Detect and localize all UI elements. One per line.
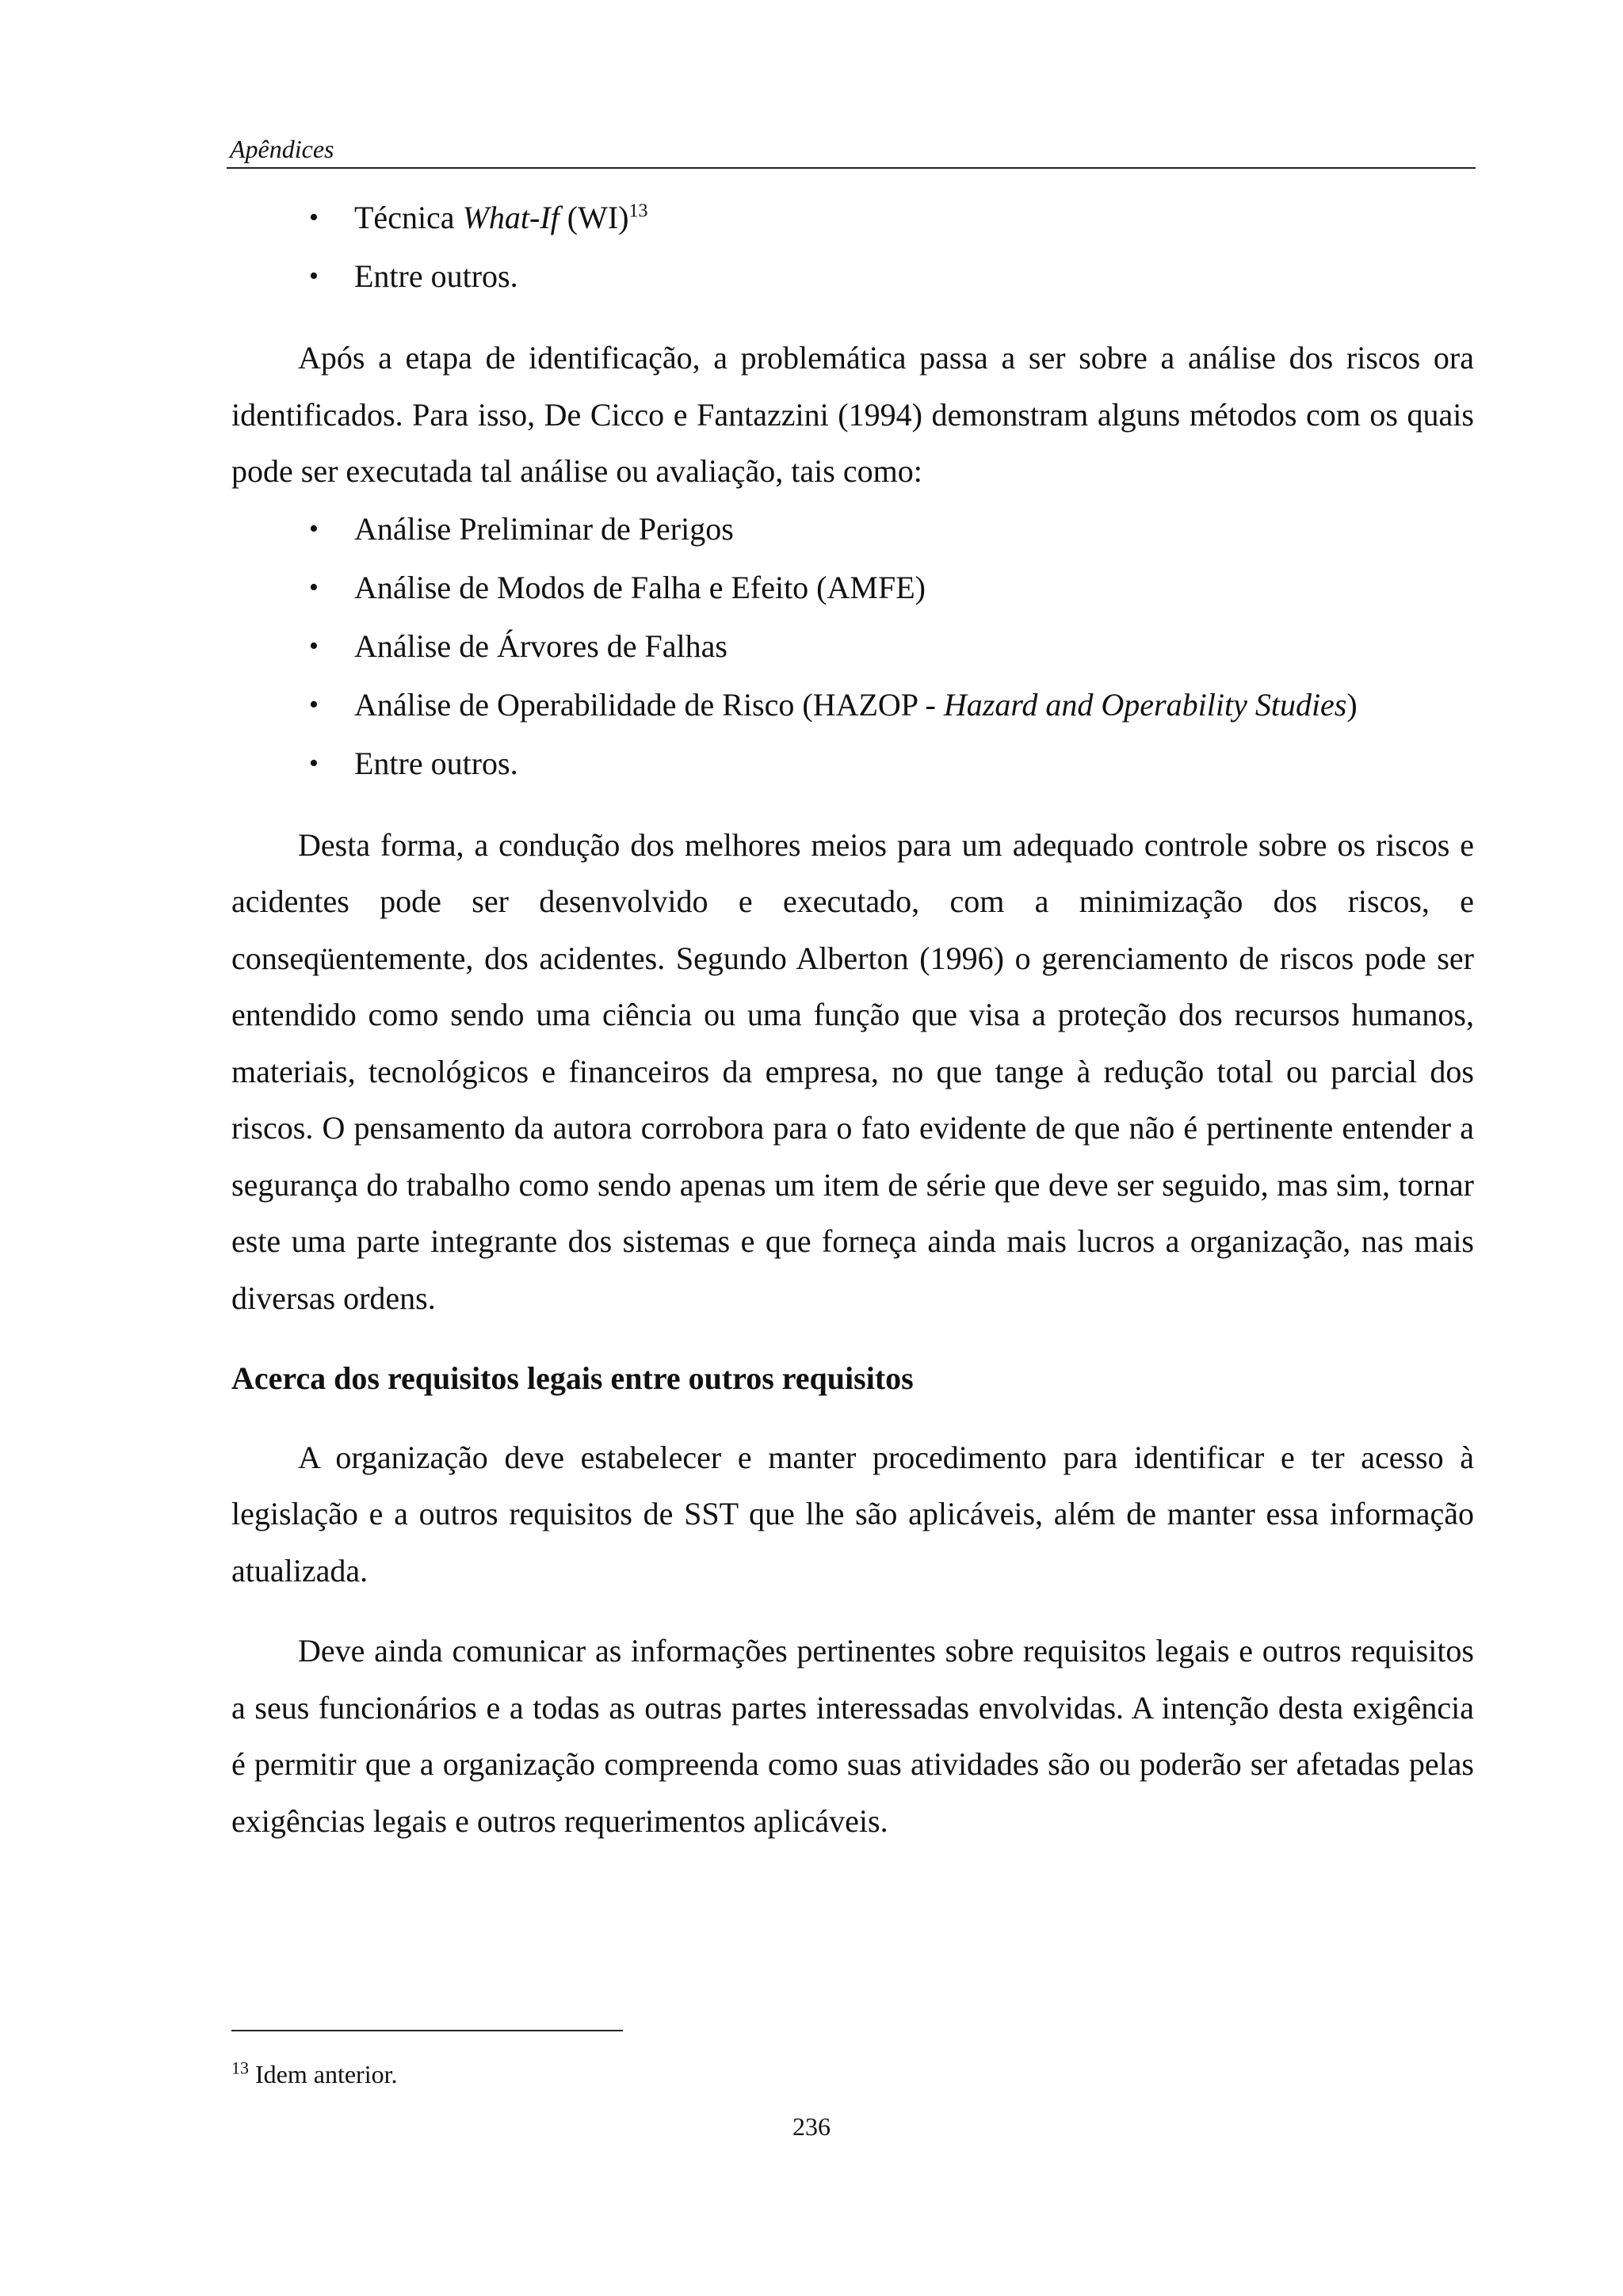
list-item-text: Análise de Operabilidade de Risco (HAZOP - bbox=[354, 686, 944, 723]
list-item-text: Análise Preliminar de Perigos bbox=[354, 510, 734, 547]
section-heading: Acerca dos requisitos legais entre outros requisitos bbox=[231, 1360, 914, 1396]
footnote-rule bbox=[231, 2030, 623, 2031]
bullet-icon: • bbox=[309, 631, 319, 661]
list-item-text: Técnica bbox=[354, 200, 463, 235]
list-item bbox=[231, 559, 1474, 617]
bullet-icon: • bbox=[309, 572, 319, 602]
list-item bbox=[231, 189, 1474, 247]
footnote-text: Idem anterior. bbox=[249, 2060, 398, 2088]
paragraph: Desta forma, a condução dos melhores meios para um adequado controle sobre os riscos e acidentes pode ser desenvolvido e executado, com a minimização dos riscos, e conseqüentemente, dos acidentes. Segundo Alberton (1996) o gerenciamento de riscos pode ser entendido como sendo uma ciência ou uma função que visa a proteção dos recursos humanos, materiais, tecnológicos e financeiros da empresa, no que tange à redução total ou parcial dos riscos. O pensamento da autora corrobora para o fato evidente de que não é pertinente entender a segurança do trabalho como sendo apenas um item de série que deve ser seguido, mas sim, tornar este uma parte integrante dos sistemas e que forneça ainda mais lucros a organização, nas mais diversas ordens. bbox=[231, 826, 1474, 1316]
paragraph: Após a etapa de identificação, a problemática passa a ser sobre a análise dos riscos ora identificados. Para isso, De Cicco e Fantazzini (1994) demonstram alguns métodos com os quais pode ser executada tal análise ou avaliação, tais como: bbox=[231, 340, 1474, 489]
page-content bbox=[231, 189, 1474, 1849]
paragraph: Deve ainda comunicar as informações pertinentes sobre requisitos legais e outros requisitos a seus funcionários e a todas as outras partes interessadas envolvidas. A intenção desta exigência é permitir que a organização compreenda como suas atividades são ou poderão ser afetadas pelas exigências legais e outros requerimentos aplicáveis. bbox=[231, 1633, 1474, 1839]
list-item-italic: Hazard and Operability Studies bbox=[943, 686, 1347, 723]
bullet-icon: • bbox=[309, 689, 319, 719]
bullet-icon: • bbox=[309, 203, 319, 232]
list-item-text: (WI) bbox=[559, 200, 629, 235]
footnote-number: 13 bbox=[231, 2058, 249, 2078]
running-header: Apêndices bbox=[230, 135, 334, 163]
footnote bbox=[231, 2058, 397, 2090]
list-item-text: Entre outros. bbox=[354, 258, 518, 294]
bullet-icon: • bbox=[309, 513, 319, 543]
header-rule bbox=[227, 167, 1476, 169]
list-item bbox=[231, 247, 1474, 306]
bullet-icon: • bbox=[309, 748, 319, 778]
footnote-reference: 13 bbox=[628, 200, 648, 222]
bullet-list-techniques bbox=[231, 189, 1474, 306]
list-item-text: ) bbox=[1346, 686, 1358, 723]
list-item bbox=[231, 676, 1474, 734]
list-item-text: Análise de Modos de Falha e Efeito (AMFE) bbox=[354, 569, 926, 605]
page-number: 236 bbox=[792, 2112, 831, 2141]
list-item bbox=[231, 500, 1474, 559]
list-item-text: Análise de Árvores de Falhas bbox=[354, 627, 727, 664]
paragraph: A organização deve estabelecer e manter procedimento para identificar e ter acesso à legislação e a outros requisitos de SST que lhe são aplicáveis, além de manter essa informação atualizada. bbox=[231, 1439, 1474, 1589]
list-item-italic: What-If bbox=[462, 200, 559, 235]
list-item bbox=[231, 734, 1474, 793]
list-item bbox=[231, 617, 1474, 676]
list-item-text: Entre outros. bbox=[354, 745, 518, 781]
bullet-list-methods bbox=[231, 500, 1474, 793]
bullet-icon: • bbox=[309, 261, 319, 291]
